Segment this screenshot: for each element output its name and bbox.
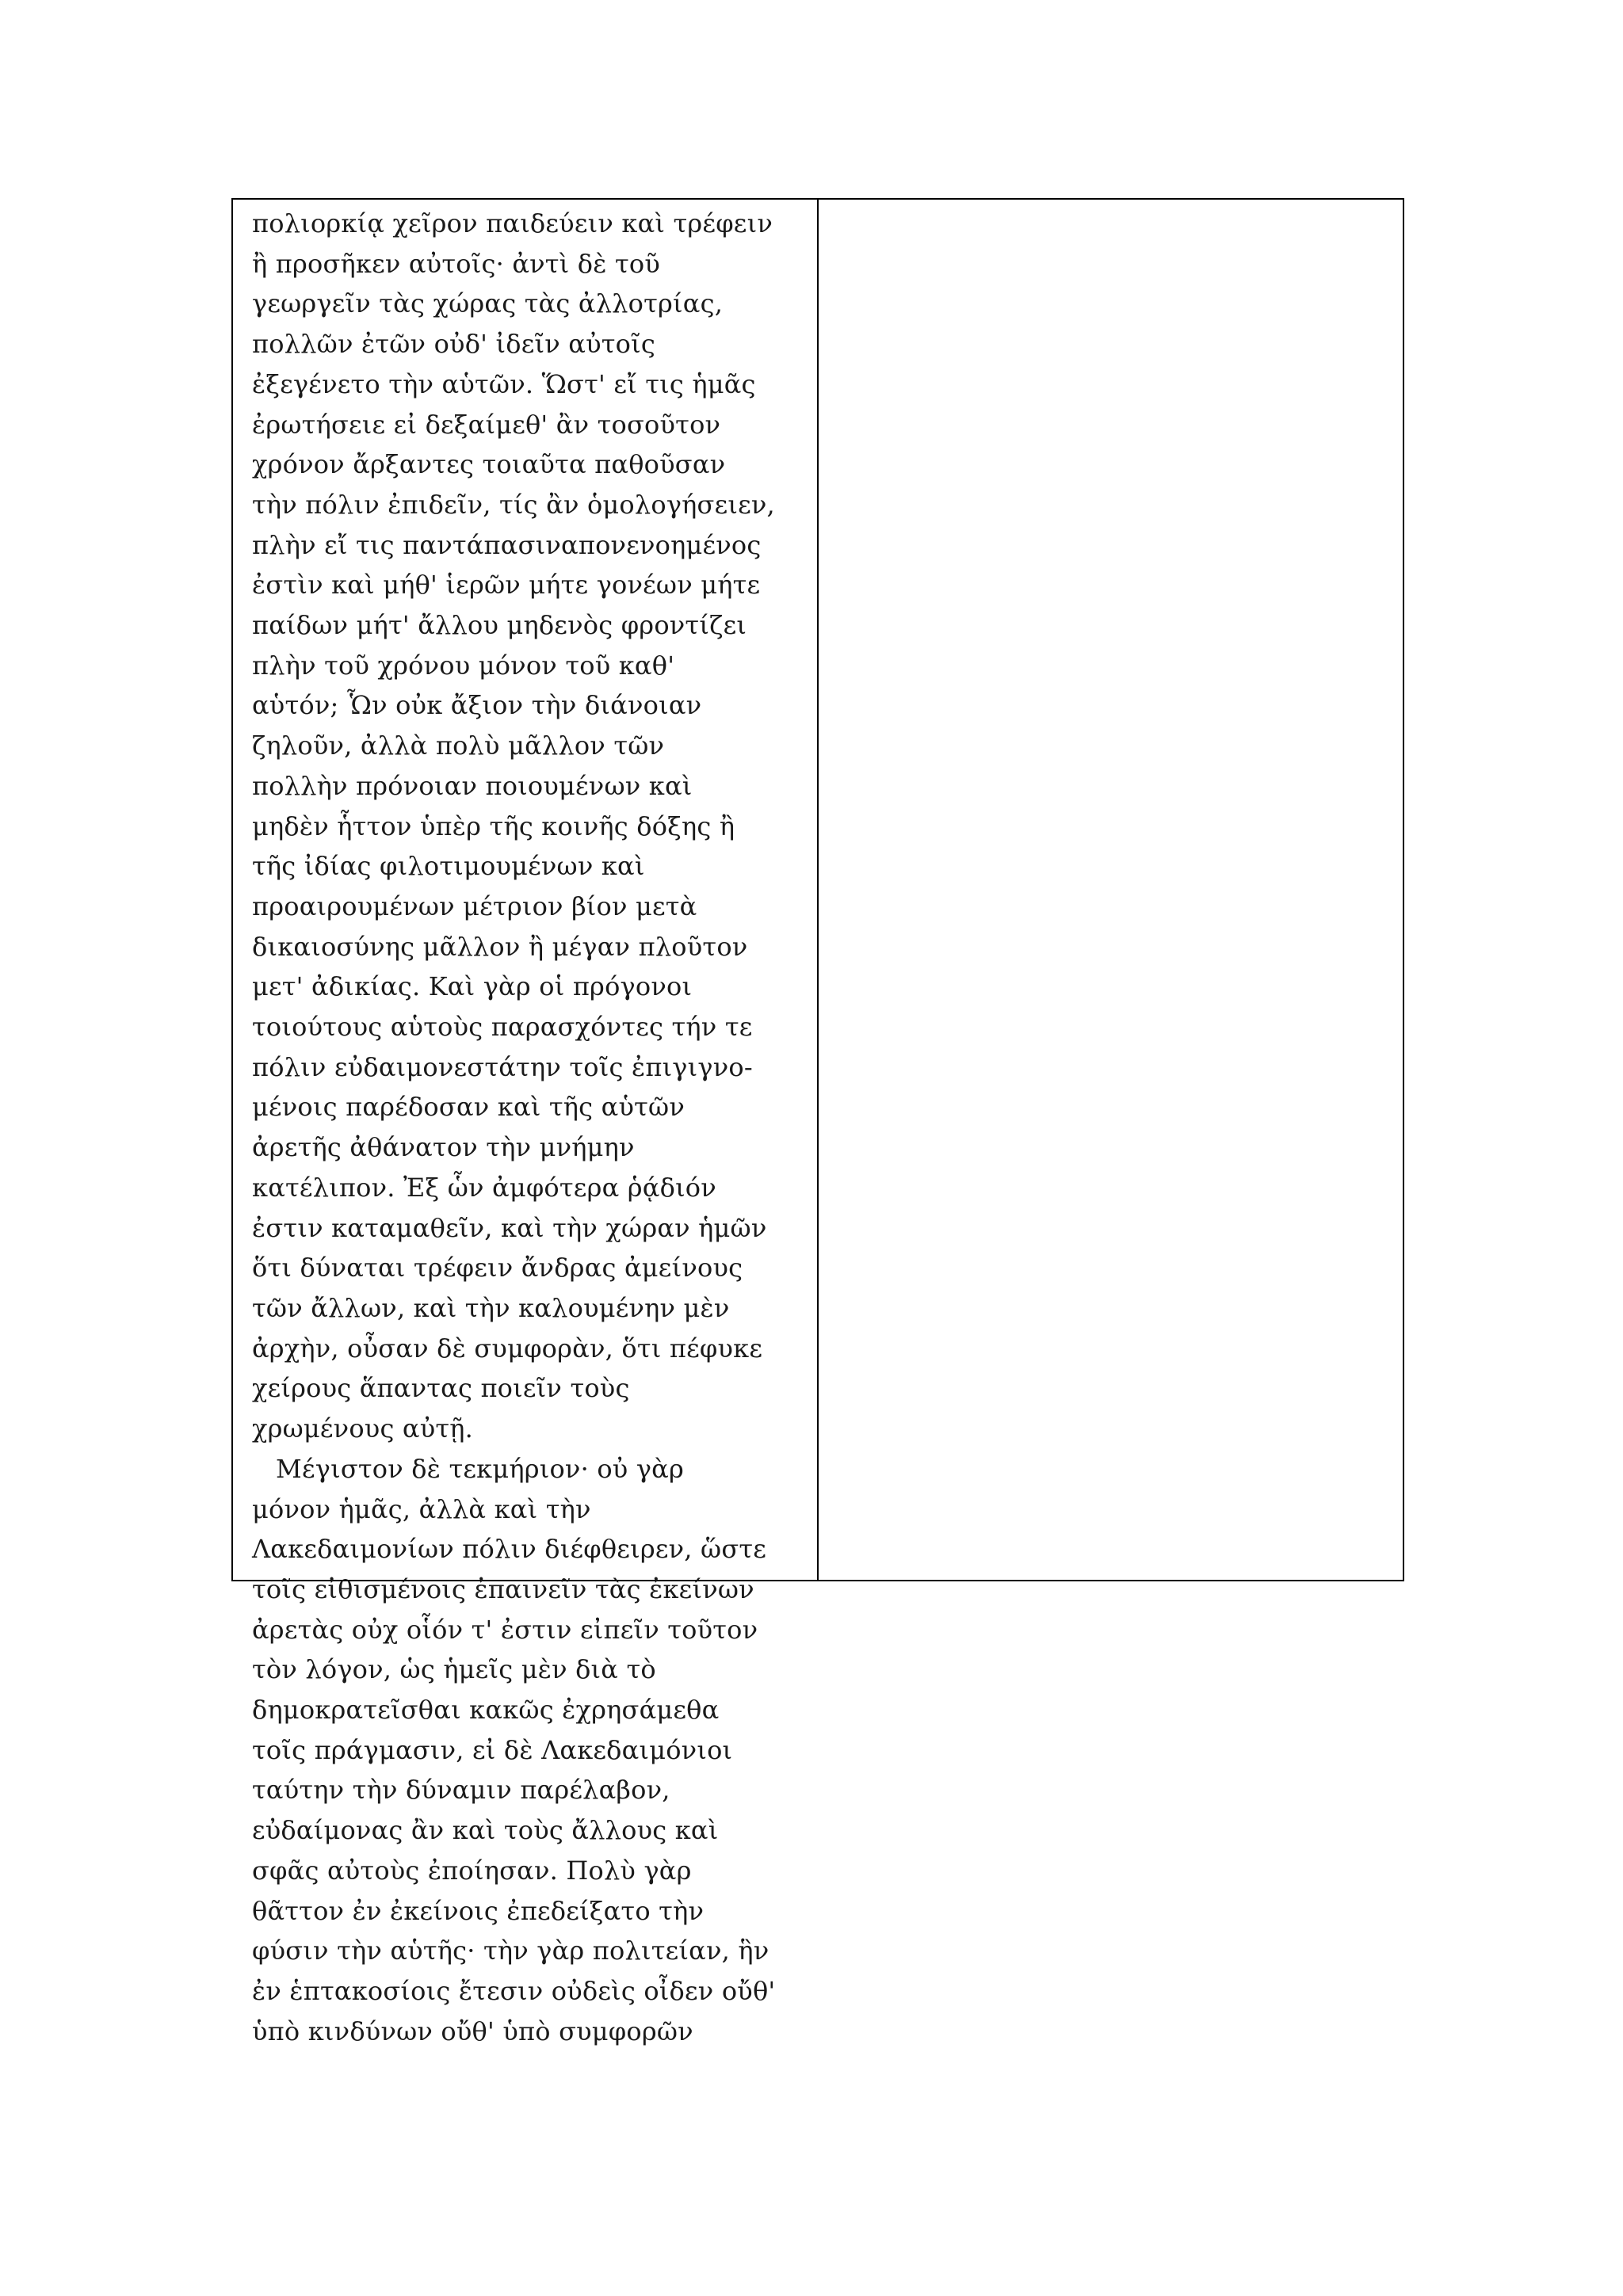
text-line: δημοκρατεῖσθαι κακῶς ἐχρησάμεθα — [252, 1695, 720, 1726]
text-line: μένοις παρέδοσαν καὶ τῆς αὑτῶν — [252, 1092, 685, 1123]
text-line: φύσιν τὴν αὑτῆς· τὴν γὰρ πολιτείαν, ἣν — [252, 1936, 769, 1966]
text-line: πολλὴν πρόνοιαν ποιουμένων καὶ — [252, 770, 693, 801]
text-line: τοῖς εἰθισμένοις ἐπαινεῖν τὰς ἐκείνων — [252, 1573, 754, 1604]
text-line: ζηλοῦν, ἀλλὰ πολὺ μᾶλλον τῶν — [252, 730, 665, 761]
text-line: ἐστὶν καὶ μήθ' ἱερῶν μήτε γονέων μήτε — [252, 570, 761, 601]
text-line: χρωμένους αὐτῇ. — [252, 1413, 474, 1444]
text-line: εὐδαίμονας ἂν καὶ τοὺς ἄλλους καὶ — [252, 1815, 719, 1846]
text-table — [231, 198, 1404, 2046]
text-line: προαιρουμένων μέτριον βίον μετὰ — [252, 891, 697, 921]
text-line: θᾶττον ἐν ἐκείνοις ἐπεδείξατο τὴν — [252, 1895, 705, 1926]
text-line: ταύτην τὴν δύναμιν παρέλαβον, — [252, 1775, 670, 1806]
text-line: χρόνον ἄρξαντες τοιαῦτα παθοῦσαν — [252, 449, 726, 480]
text-line: ὑπὸ κινδύνων οὔθ' ὑπὸ συμφορῶν — [252, 2016, 693, 2046]
left-text-cell — [233, 200, 819, 2046]
text-line: χείρους ἅπαντας ποιεῖν τοὺς — [252, 1373, 630, 1404]
text-line: ἐρωτήσειε εἰ δεξαίμεθ' ἂν τοσοῦτον — [252, 409, 721, 440]
paragraph-start-line: Μέγιστον δὲ τεκμήριον· οὐ γὰρ — [276, 1453, 684, 1484]
text-line: μηδὲν ἧττον ὑπὲρ τῆς κοινῆς δόξης ἢ — [252, 810, 735, 841]
text-line: μόνον ἡμᾶς, ἀλλὰ καὶ τὴν — [252, 1493, 591, 1524]
text-line: τὴν πόλιν ἐπιδεῖν, τίς ἂν ὁμολογήσειεν, — [252, 489, 775, 520]
text-line: ἐξεγένετο τὴν αὑτῶν. Ὥστ' εἴ τις ἡμᾶς — [252, 368, 756, 399]
text-line: ἀρετὰς οὐχ οἷόν τ' ἐστιν εἰπεῖν τοῦτον — [252, 1614, 758, 1645]
text-line: ἐν ἑπτακοσίοις ἔτεσιν οὐδεὶς οἶδεν οὔθ' — [252, 1975, 776, 2006]
text-line: αὑτόν; Ὧν οὐκ ἄξιον τὴν διάνοιαν — [252, 690, 702, 721]
text-line: πόλιν εὐδαιμονεστάτην τοῖς ἐπιγιγνο- — [252, 1051, 753, 1082]
text-line: μετ' ἀδικίας. Καὶ γὰρ οἱ πρόγονοι — [252, 971, 693, 1002]
text-line: κατέλιπον. Ἐξ ὧν ἀμφότερα ῥᾴδιόν — [252, 1172, 716, 1203]
text-line: σφᾶς αὐτοὺς ἐποίησαν. Πολὺ γὰρ — [252, 1855, 692, 1886]
text-line: ὅτι δύναται τρέφειν ἄνδρας ἀμείνους — [252, 1253, 743, 1283]
text-line: ἐστιν καταμαθεῖν, καὶ τὴν χώραν ἡμῶν — [252, 1212, 767, 1243]
right-empty-cell — [819, 200, 1403, 1580]
text-line: παίδων μήτ' ἄλλου μηδενὸς φροντίζει — [252, 610, 747, 641]
text-line: ἀρετῆς ἀθάνατον τὴν μνήμην — [252, 1132, 635, 1163]
text-line: τοῖς πράγμασιν, εἰ δὲ Λακεδαιμόνιοι — [252, 1734, 733, 1765]
text-line: τοιούτους αὑτοὺς παρασχόντες τήν τε — [252, 1012, 753, 1043]
text-line: πολιορκίᾳ χεῖρον παιδεύειν καὶ τρέφειν — [252, 208, 773, 238]
text-line: τὸν λόγον, ὡς ἡμεῖς μὲν διὰ τὸ — [252, 1654, 656, 1685]
text-line: ἢ προσῆκεν αὐτοῖς· ἀντὶ δὲ τοῦ — [252, 248, 661, 279]
text-line: τῶν ἄλλων, καὶ τὴν καλουμένην μὲν — [252, 1292, 730, 1323]
text-line: πλὴν εἴ τις παντάπασιναπονενοημένος — [252, 529, 762, 560]
text-line: γεωργεῖν τὰς χώρας τὰς ἀλλοτρίας, — [252, 288, 724, 319]
text-line: πλὴν τοῦ χρόνου μόνον τοῦ καθ' — [252, 650, 675, 681]
text-line: τῆς ἰδίας φιλοτιμουμένων καὶ — [252, 851, 645, 882]
text-line: ἀρχὴν, οὖσαν δὲ συμφορὰν, ὅτι πέφυκε — [252, 1333, 763, 1363]
text-line: πολλῶν ἐτῶν οὐδ' ἰδεῖν αὐτοῖς — [252, 329, 655, 360]
text-line: Λακεδαιμονίων πόλιν διέφθειρεν, ὥστε — [252, 1534, 767, 1565]
text-line: δικαιοσύνης μᾶλλον ἢ μέγαν πλοῦτον — [252, 931, 748, 962]
